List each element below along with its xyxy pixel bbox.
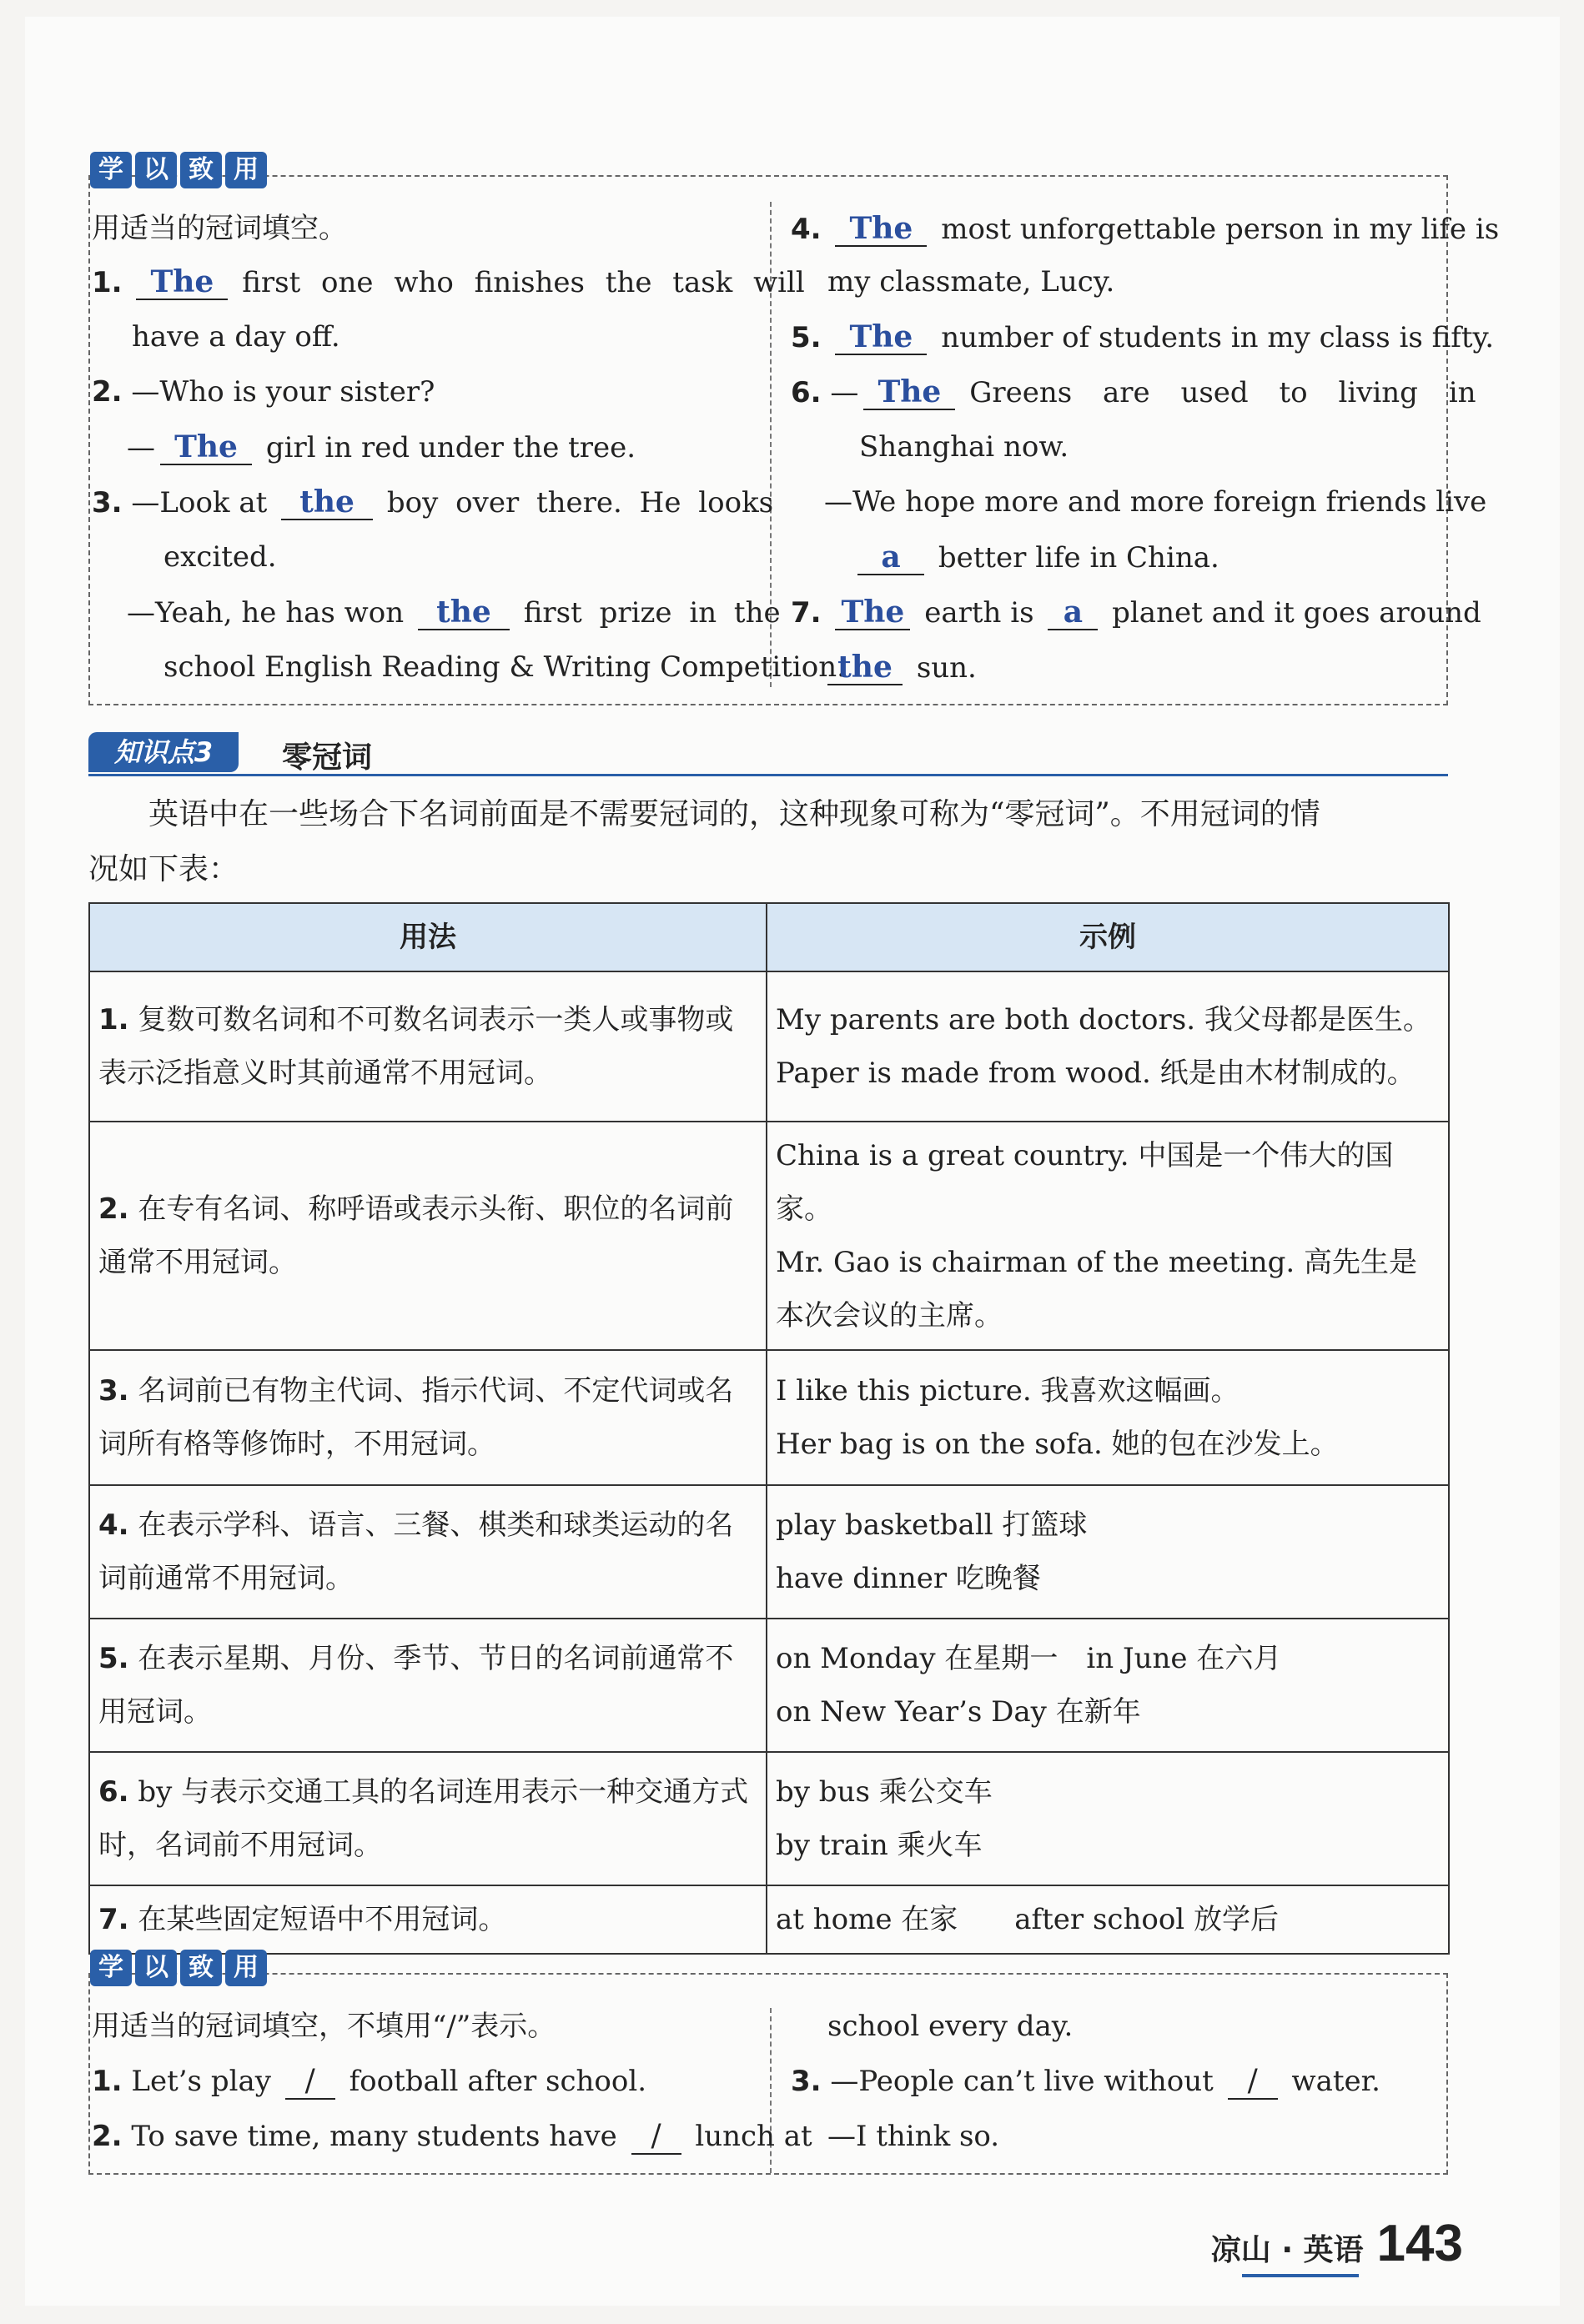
question-4: 4. The most unforgettable person in my life is bbox=[791, 211, 1500, 246]
question-3-reply: —Yeah, he has won the first prize in the bbox=[127, 595, 781, 630]
knowledge-point-tag: 知识点3 bbox=[88, 732, 239, 772]
usage-cell: 6. by 与表示交通工具的名词连用表示一种交通方式时，名词前不用冠词。 bbox=[89, 1752, 767, 1885]
question-2-reply: — The girl in red under the tree. bbox=[127, 429, 636, 464]
question-6-reply-cont: a better life in China. bbox=[852, 540, 1219, 575]
usage-cell: 4. 在表示学科、语言、三餐、棋类和球类运动的名词前通常不用冠词。 bbox=[89, 1485, 767, 1619]
exercise-tag: 学 以 致 用 bbox=[90, 1950, 267, 1986]
answer-blank: The bbox=[835, 212, 927, 247]
table-row bbox=[89, 1885, 1449, 1954]
answer-blank: The bbox=[835, 320, 927, 355]
question-7-cont: the sun. bbox=[827, 650, 977, 685]
examples-cell: at home 在家 after school 放学后 bbox=[767, 1885, 1449, 1954]
column-header-usage: 用法 bbox=[89, 903, 767, 971]
question-2-cont: school every day. bbox=[827, 2010, 1074, 2043]
answer-blank: the bbox=[281, 485, 373, 520]
answer-blank: / bbox=[285, 2065, 335, 2100]
page-footer bbox=[1210, 2215, 1463, 2272]
table-row bbox=[89, 1122, 1449, 1350]
examples-cell: on Monday 在星期一 in June 在六月 on New Year’s Day 在新年 bbox=[767, 1619, 1449, 1752]
question-3-reply: —I think so. bbox=[827, 2120, 1000, 2153]
question-1-cont: have a day off. bbox=[132, 320, 340, 354]
answer-blank: The bbox=[160, 430, 252, 465]
column-header-examples: 示例 bbox=[767, 903, 1449, 971]
question-2: 2. To save time, many students have / lunch at bbox=[92, 2119, 812, 2153]
usage-cell: 3. 名词前已有物主代词、指示代词、不定代词或名词所有格等修饰时，不用冠词。 bbox=[89, 1350, 767, 1485]
examples-cell: China is a great country. 中国是一个伟大的国家。 Mr. Gao is chairman of the meeting. 高先生是本次会议的主席。 bbox=[767, 1122, 1449, 1350]
question-2: 2. —Who is your sister? bbox=[92, 375, 435, 409]
question-3-reply-cont: school English Reading & Writing Competition. bbox=[163, 650, 846, 684]
table-row bbox=[89, 1485, 1449, 1619]
exercise-tag: 学 以 致 用 bbox=[90, 152, 267, 188]
intro-line-2: 况如下表： bbox=[88, 852, 239, 886]
usage-cell: 7. 在某些固定短语中不用冠词。 bbox=[89, 1885, 767, 1954]
exercise-box-2 bbox=[88, 1953, 1448, 2175]
zero-article-table bbox=[88, 902, 1450, 1955]
question-3: 3. —Look at the boy over there. He looks bbox=[92, 484, 774, 520]
question-3-cont: excited. bbox=[163, 540, 277, 574]
usage-cell: 1. 复数可数名词和不可数名词表示一类人或事物或表示泛指意义时其前通常不用冠词。 bbox=[89, 971, 767, 1122]
question-1: 1. Let’s play / football after school. bbox=[92, 2064, 647, 2098]
exercise-box-1 bbox=[88, 155, 1500, 705]
examples-cell: I like this picture. 我喜欢这幅画。 Her bag is on the sofa. 她的包在沙发上。 bbox=[767, 1350, 1449, 1485]
table-row bbox=[89, 1752, 1449, 1885]
knowledge-point-title: 零冠词 bbox=[282, 740, 373, 775]
knowledge-point-header bbox=[88, 732, 1448, 776]
answer-blank: the bbox=[418, 595, 510, 630]
answer-blank: The bbox=[835, 595, 910, 630]
book-label: 凉山 · 英语 bbox=[1210, 2233, 1364, 2267]
question-4-cont: my classmate, Lucy. bbox=[827, 265, 1115, 299]
question-5: 5. The number of students in my class is fifty. bbox=[791, 319, 1495, 354]
usage-cell: 2. 在专有名词、称呼语或表示头衔、职位的名词前通常不用冠词。 bbox=[89, 1122, 767, 1350]
question-1: 1. The first one who finishes the task will bbox=[92, 264, 805, 299]
examples-cell: My parents are both doctors. 我父母都是医生。 Paper is made from wood. 纸是由木材制成的。 bbox=[767, 971, 1449, 1122]
footer-underline bbox=[1242, 2274, 1359, 2277]
examples-cell: play basketball 打篮球 have dinner 吃晚餐 bbox=[767, 1485, 1449, 1619]
exercise-instruction: 用适当的冠词填空，不填用“/”表示。 bbox=[92, 2010, 556, 2043]
answer-blank: The bbox=[136, 265, 228, 300]
question-6-reply: —We hope more and more foreign friends live bbox=[824, 485, 1487, 519]
answer-blank: a bbox=[1048, 595, 1098, 630]
exercise-instruction: 用适当的冠词填空。 bbox=[92, 212, 347, 245]
question-3: 3. —People can’t live without / water. bbox=[791, 2064, 1380, 2098]
question-6-cont: Shanghai now. bbox=[859, 430, 1069, 464]
question-7: 7. The earth is a planet and it goes around bbox=[791, 595, 1481, 630]
usage-cell: 5. 在表示星期、月份、季节、节日的名词前通常不用冠词。 bbox=[89, 1619, 767, 1752]
table-row bbox=[89, 1619, 1449, 1752]
question-6: 6. — The Greens are used to living in bbox=[791, 374, 1476, 409]
answer-blank: the bbox=[827, 650, 903, 685]
examples-cell: by bus 乘公交车 by train 乘火车 bbox=[767, 1752, 1449, 1885]
intro-line-1: 英语中在一些场合下名词前面是不需要冠词的，这种现象可称为“零冠词”。不用冠词的情 bbox=[148, 797, 1320, 831]
answer-blank: The bbox=[863, 375, 955, 410]
table-row bbox=[89, 1350, 1449, 1485]
answer-blank: a bbox=[857, 540, 924, 575]
table-row bbox=[89, 971, 1449, 1122]
answer-blank: / bbox=[1228, 2065, 1278, 2100]
table-header-row bbox=[89, 903, 1449, 971]
answer-blank: / bbox=[631, 2120, 681, 2155]
page-number: 143 bbox=[1376, 2215, 1463, 2272]
